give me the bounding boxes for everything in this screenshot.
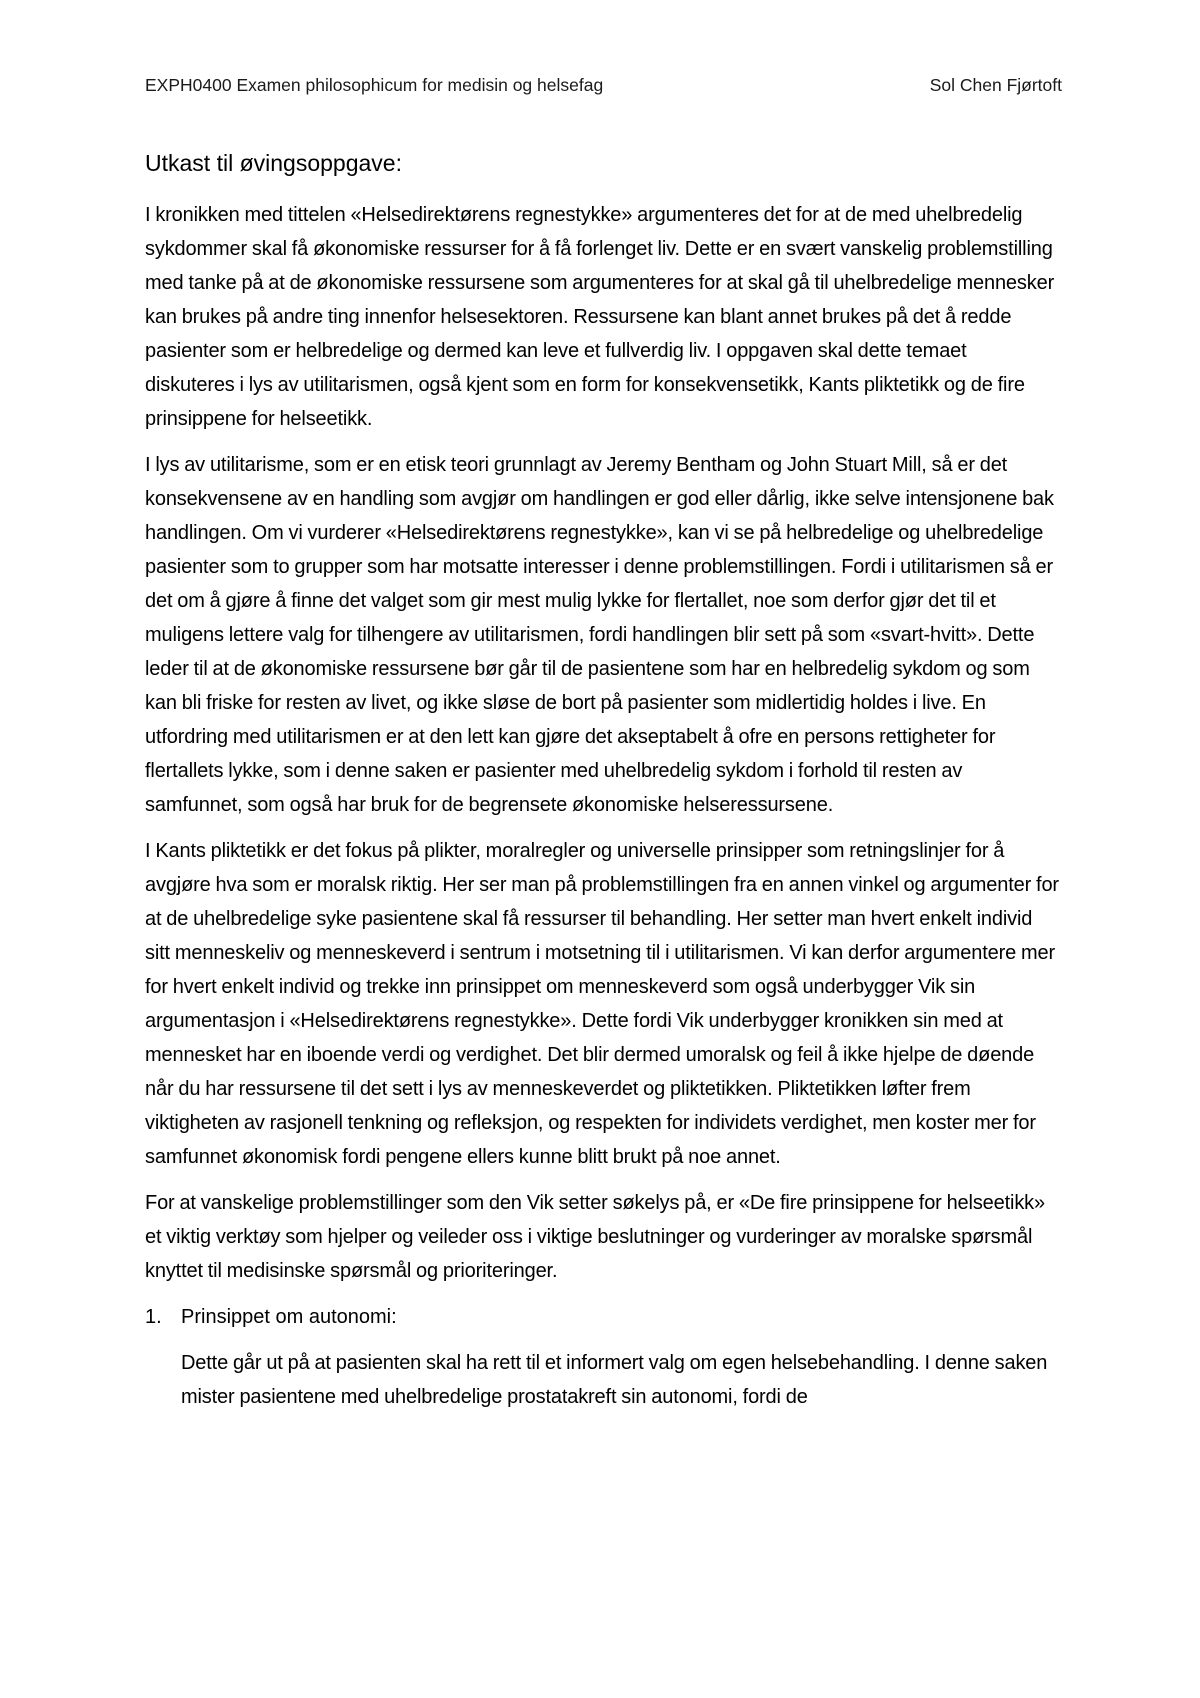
- principles-list: [145, 1300, 1060, 1414]
- paragraph: I lys av utilitarisme, som er en etisk teori grunnlagt av Jeremy Bentham og John Stuart Mill, så er det konsekvensene av en handling som avgjør om handlingen er god eller dårlig, ikke selve intensjonene bak handlingen. Om vi vurderer «Helsedirektørens regnestykke», kan vi se på helbredelige og uhelbredelige pasienter som to grupper som har motsatte interesser i denne problemstillingen. Fordi i utilitarismen så er det om å gjøre å finne det valget som gir mest mulig lykke for flertallet, noe som derfor gjør det til et muligens lettere valg for tilhengere av utilitarismen, fordi handlingen blir sett på som «svart-hvitt». Dette leder til at de økonomiske ressursene bør går til de pasientene som har en helbredelig sykdom og som kan bli friske for resten av livet, og ikke sløse de bort på pasienter som midlertidig holdes i live. En utfordring med utilitarismen er at den lett kan gjøre det akseptabelt å ofre en persons rettigheter for flertallets lykke, som i denne saken er pasienter med uhelbredelig sykdom i forhold til resten av samfunnet, som også har bruk for de begrensete økonomiske helseressursene.: [145, 454, 1054, 816]
- page-header: [145, 75, 1062, 96]
- list-item: [145, 1300, 1060, 1334]
- document-body: [145, 148, 1060, 1426]
- paragraph: I kronikken med tittelen «Helsedirektørens regnestykke» argumenteres det for at de med uhelbredelig sykdommer skal få økonomiske ressurser for å få forlenget liv. Dette er en svært vanskelig problemstilling med tanke på at de økonomiske ressursene som argumenteres for at skal gå til uhelbredelige mennesker kan brukes på andre ting innenfor helsesektoren. Ressursene kan blant annet brukes på det å redde pasienter som er helbredelige og dermed kan leve et fullverdig liv. I oppgaven skal dette temaet diskuteres i lys av utilitarismen, også kjent som en form for konsekvensetikk, Kants pliktetikk og de fire prinsippene for helseetikk.: [145, 204, 1055, 430]
- list-number: 1.: [145, 1306, 162, 1328]
- list-item-text: Dette går ut på at pasienten skal ha rett til et informert valg om egen helsebehandling. I denne saken mister pasientene med uhelbredelige prostatakreft sin autonomi, fordi de: [181, 1352, 1048, 1408]
- document-title: Utkast til øvingsoppgave:: [145, 150, 402, 176]
- paragraph: For at vanskelige problemstillinger som den Vik setter søkelys på, er «De fire prinsippene for helseetikk» et viktig verktøy som hjelper og veileder oss i viktige beslutninger og vurderinger av moralske spørsmål knyttet til medisinske spørsmål og prioriteringer.: [145, 1192, 1045, 1282]
- course-title: EXPH0400 Examen philosophicum for medisin og helsefag: [145, 75, 604, 95]
- author-name: Sol Chen Fjørtoft: [929, 75, 1062, 95]
- list-label: Prinsippet om autonomi:: [181, 1306, 397, 1328]
- paragraph: I Kants pliktetikk er det fokus på plikter, moralregler og universelle prinsipper som retningslinjer for å avgjøre hva som er moralsk riktig. Her ser man på problemstillingen fra en annen vinkel og argumenter for at de uhelbredelige syke pasientene skal få ressurser til behandling. Her setter man hvert enkelt individ sitt menneskeliv og menneskeverd i sentrum i motsetning til i utilitarismen. Vi kan derfor argumentere mer for hvert enkelt individ og trekke inn prinsippet om menneskeverd som også underbygger Vik sin argumentasjon i «Helsedirektørens regnestykke». Dette fordi Vik underbygger kronikken sin med at mennesket har en iboende verdi og verdighet. Det blir dermed umoralsk og feil å ikke hjelpe de døende når du har ressursene til det sett i lys av menneskeverdet og pliktetikken. Pliktetikken løfter frem viktigheten av rasjonell tenkning og refleksjon, og respekten for individets verdighet, men koster mer for samfunnet økonomisk fordi pengene ellers kunne blitt brukt på noe annet.: [145, 840, 1059, 1168]
